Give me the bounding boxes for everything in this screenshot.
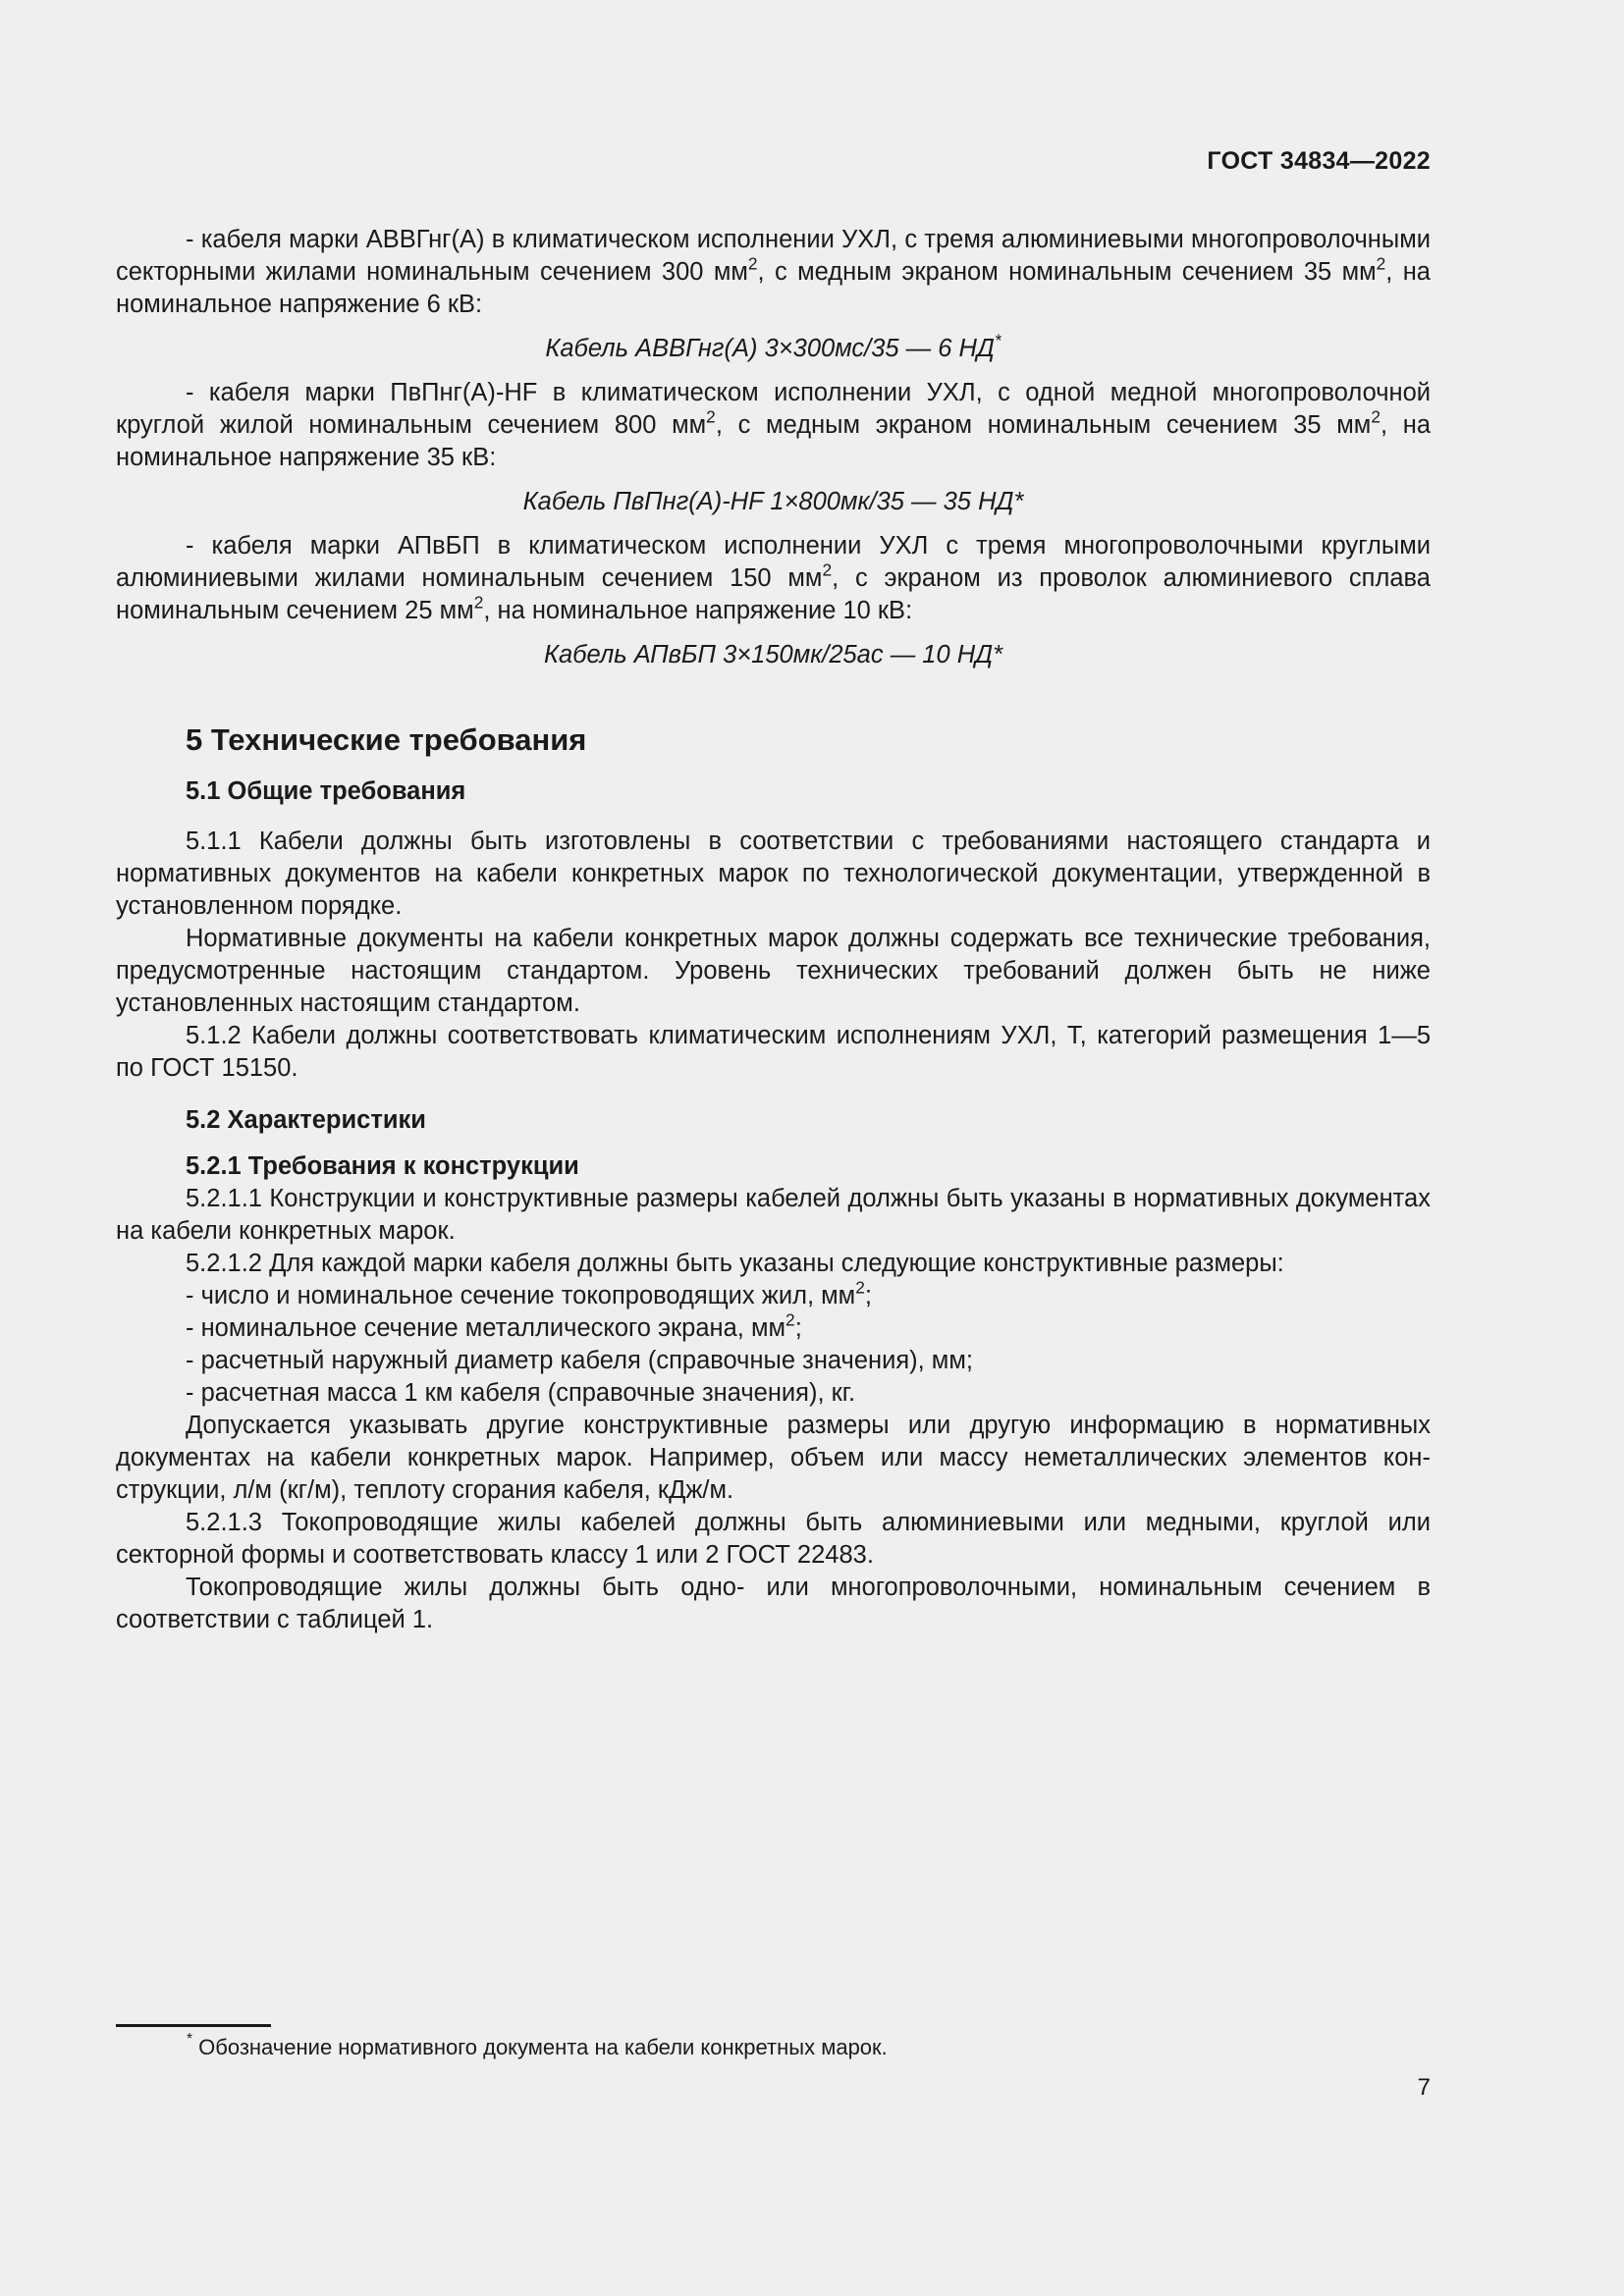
paragraph-5-2-1-2-b: Допускается указывать другие конструктивные размеры или другую информацию в нормативных документах на кабели конкретных марок. Например, объем или массу неметаллических элементов конструкции, л/м (кг/м), теплоту сгорания кабеля, кДж/м. [116,1412,1431,1504]
document-header: ГОСТ 34834—2022 [1207,147,1431,175]
section-heading: 5 Технические требования [186,722,587,757]
example-paragraph-3: - кабеля марки АПвБП в климатическом исполнении УХЛ с тремя многопроволочными круглыми алюминиевыми жилами номинальным сечением 150 $мм^2$, с экраном из проволок алюминиевого сплава номинальным сечением 25 $мм^2$, на номинальное напряжение 10 кВ: [116,532,1431,624]
paragraph-5-2-1-3-b: Токопроводящие жилы должны быть одно- или многопроволочными, номинальным сечением в соответствии с таблицей 1. [116,1574,1431,1633]
cable-designation-2: Кабель ПвПнг(А)-HF 1×800мк/35 — 35 НД* [522,488,1024,515]
footnote: * Обозначение нормативного документа на кабели конкретных марок. [187,2031,888,2059]
example-paragraph-1: - кабеля марки АВВГнг(А) в климатическом исполнении УХЛ, с тремя алюминиевыми многопроволочными секторными жилами номинальным сечением 300 $мм^2$, с медным экраном номинальным сечением 35 $мм^2$, на номинальное напряжение 6 кВ: [116,226,1431,318]
example-paragraph-2: - кабеля марки ПвПнг(А)-HF в климатическом исполнении УХЛ, с одной медной многопроволочной круглой жилой номинальным сечением 800 $мм^2$, с медным экраном номинальным сечением 35 $мм^2$, на номинальное напряжение 35 кВ: [116,379,1432,471]
paragraph-5-2-1-1: 5.2.1.1 Конструкции и конструктивные размеры кабелей должны быть указаны в нормативных документах на кабели конкретных марок. [116,1185,1431,1245]
subsection-heading-5-1: 5.1 Общие требования [186,777,466,805]
page-number: 7 [1417,2074,1431,2101]
paragraph-5-2-1-3: 5.2.1.3 Токопроводящие жилы кабелей должны быть алюминиевыми или медными, круглой или секторной формы и соответствовать классу 1 или 2 ГОСТ 22483. [116,1509,1431,1569]
subsection-heading-5-2-1: 5.2.1 Требования к конструкции [186,1152,579,1180]
list-item: - число и номинальное сечение токопроводящих жил, $мм^2$; [186,1277,872,1309]
paragraph-5-1-1-b: Нормативные документы на кабели конкретных марок должны содержать все технические требования, предусмотренные настоящим стандартом. Уровень технических требований должен быть не ниже установленных настоящим стандартом. [116,925,1431,1017]
cable-designation-3: Кабель АПвБП 3×150мк/25ас — 10 НД* [543,641,1003,668]
list-item: - расчетный наружный диаметр кабеля (справочные значения), мм; [186,1347,973,1374]
page-content [116,224,1431,1636]
cable-designation-1: Кабель АВВГнг(А) 3×300мс/35 — 6 НД* [545,330,1001,362]
paragraph-5-1-1: 5.1.1 Кабели должны быть изготовлены в соответствии с требованиями настоящего стандарта и нормативных документов на кабели конкретных марок по технологической документации, утвержденной в установленном порядке. [116,828,1431,920]
subsection-heading-5-2: 5.2 Характеристики [186,1106,426,1134]
list-item: - расчетная масса 1 км кабеля (справочные значения), кг. [186,1379,856,1407]
footnote-divider [116,2024,271,2027]
paragraph-5-2-1-2: 5.2.1.2 Для каждой марки кабеля должны быть указаны следующие конструктивные размеры: [186,1250,1284,1277]
paragraph-5-1-2: 5.1.2 Кабели должны соответствовать климатическим исполнениям УХЛ, Т, категорий размещения 1—5 по ГОСТ 15150. [116,1022,1431,1082]
list-item: - номинальное сечение металлического экрана, $мм^2$; [186,1309,802,1342]
